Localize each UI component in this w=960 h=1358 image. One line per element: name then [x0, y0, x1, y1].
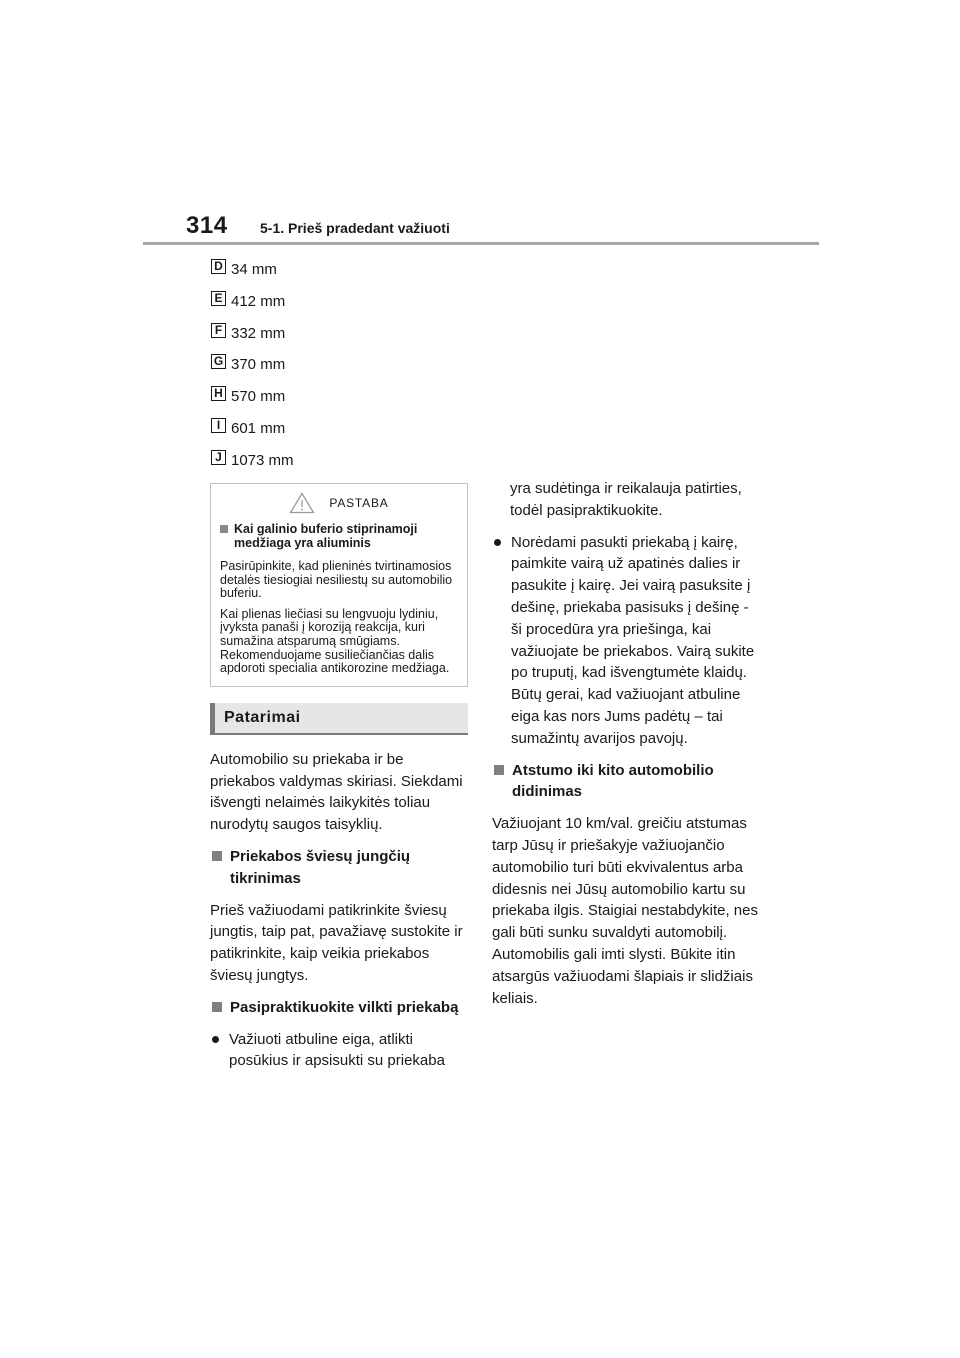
dimension-letter-label: H: [211, 386, 226, 401]
notice-paragraph: Pasirūpinkite, kad plieninės tvirtinamosios detalės tiesiogiai nesiliestų su automobilio buferiu.: [220, 559, 453, 601]
notice-box: [210, 483, 468, 687]
dimension-item: [211, 385, 511, 417]
notice-subheading: [220, 522, 458, 550]
dimension-letter-label: D: [211, 259, 226, 274]
right-column: [492, 478, 762, 1019]
warning-triangle-icon: [289, 492, 315, 514]
dimension-value: 1073 mm: [231, 451, 294, 469]
dimension-value: 370 mm: [231, 356, 286, 374]
dimension-letter-label: I: [211, 418, 226, 433]
dimension-item: [211, 417, 511, 449]
dimension-item: [211, 353, 511, 385]
tips-heading: Patarimai: [210, 703, 468, 735]
bullet-dot-icon: [494, 539, 501, 546]
section-title: 5-1. Prieš pradedant važiuoti: [260, 220, 450, 236]
notice-header: [220, 490, 458, 516]
dimension-value: 601 mm: [231, 419, 286, 437]
dimension-item: [211, 290, 511, 322]
list-item-text: Važiuoti atbuline eiga, atlikti posūkius ir apsisukti su priekaba: [229, 1030, 445, 1070]
tips-intro: Automobilio su priekaba ir be priekabos valdymas skiriasi. Siekdami išvengti nelaimės laikykitės toliau nurodytų saugos taisyklių.: [210, 750, 463, 834]
subsection-text: Važiuojant 10 km/val. greičiu atstumas tarp Jūsų ir priešakyje važiuojančio automobilio turi būti ekvivalentus arba didesnis nei Jūsų automobilio kartu su priekaba ilgis. Staigiai nestabdykite, nes gali būti sunku suvaldyti automobilį. Automobilis gali imti slysti. Būkite itin atsargūs važiuodami šlapiais ir slidžiais keliais.: [492, 815, 758, 1007]
dimension-value: 412 mm: [231, 292, 286, 310]
subsection-heading: [492, 760, 762, 804]
subsection-text: Prieš važiuodami patikrinkite šviesų jungtis, taip pat, pavažiavę sustokite ir patikrinkite, kaip veikia priekabos šviesų jungtys.: [210, 901, 463, 984]
dimension-item: [211, 322, 511, 354]
left-column: [210, 483, 468, 1082]
notice-subheading-text: Kai galinio buferio stiprinamoji medžiaga yra aliuminis: [234, 522, 418, 550]
subsection-heading-text: Atstumo iki kito automobilio didinimas: [512, 761, 714, 801]
dimension-letter-label: F: [211, 323, 226, 338]
square-bullet-icon: [212, 851, 222, 861]
page-number: 314: [186, 212, 228, 239]
square-bullet-icon: [494, 765, 504, 775]
square-bullet-icon: [220, 525, 228, 533]
list-item: [210, 1029, 468, 1073]
bullet-dot-icon: [212, 1036, 219, 1043]
subsection-heading-text: Priekabos šviesų jungčių tikrinimas: [230, 847, 411, 887]
notice-paragraph: Kai plienas liečiasi su lengvuoju lydiniu, įvyksta panaši į koroziją reakcija, kuri sumažina atsparumą smūgiams. Rekomenduojame susiliečiančias dalis apdoroti specialia antikorozine medžiaga.: [220, 606, 450, 676]
dimension-item: [211, 449, 511, 481]
dimension-value: 570 mm: [231, 388, 286, 406]
dimension-letter-label: G: [211, 354, 226, 369]
list-item: [492, 532, 762, 750]
dimension-value: 34 mm: [231, 261, 277, 278]
dimension-value: 332 mm: [231, 324, 286, 342]
header-divider: [143, 242, 819, 245]
subsection-heading: [210, 846, 468, 890]
subsection-heading: [210, 997, 468, 1019]
dimension-letter-label: J: [211, 450, 226, 465]
square-bullet-icon: [212, 1002, 222, 1012]
dimension-letter-label: E: [211, 291, 226, 306]
dimension-list: [211, 258, 511, 481]
subsection-heading-text: Pasipraktikuokite vilkti priekabą: [230, 998, 459, 1016]
dimension-item: [211, 258, 511, 290]
list-item-text: Norėdami pasukti priekabą į kairę, paimkite vairą už apatinės dalies ir pasukite į kairę. Jei vairą pasuksite į dešinę, priekaba pasisuks į dešinę - ši procedūra yra priešinga, kai važiuojate be priekabos. Vairą sukite po truputį, kad išvengtumėte klaidų. Būtų gerai, kad važiuojant atbuline eiga kas nors Jums padėtų – tai sumažintų avarijos pavojų.: [511, 533, 755, 747]
notice-title: PASTABA: [329, 496, 389, 510]
list-item-continuation: yra sudėtinga ir reikalauja patirties, todėl pasipraktikuokite.: [510, 480, 742, 519]
